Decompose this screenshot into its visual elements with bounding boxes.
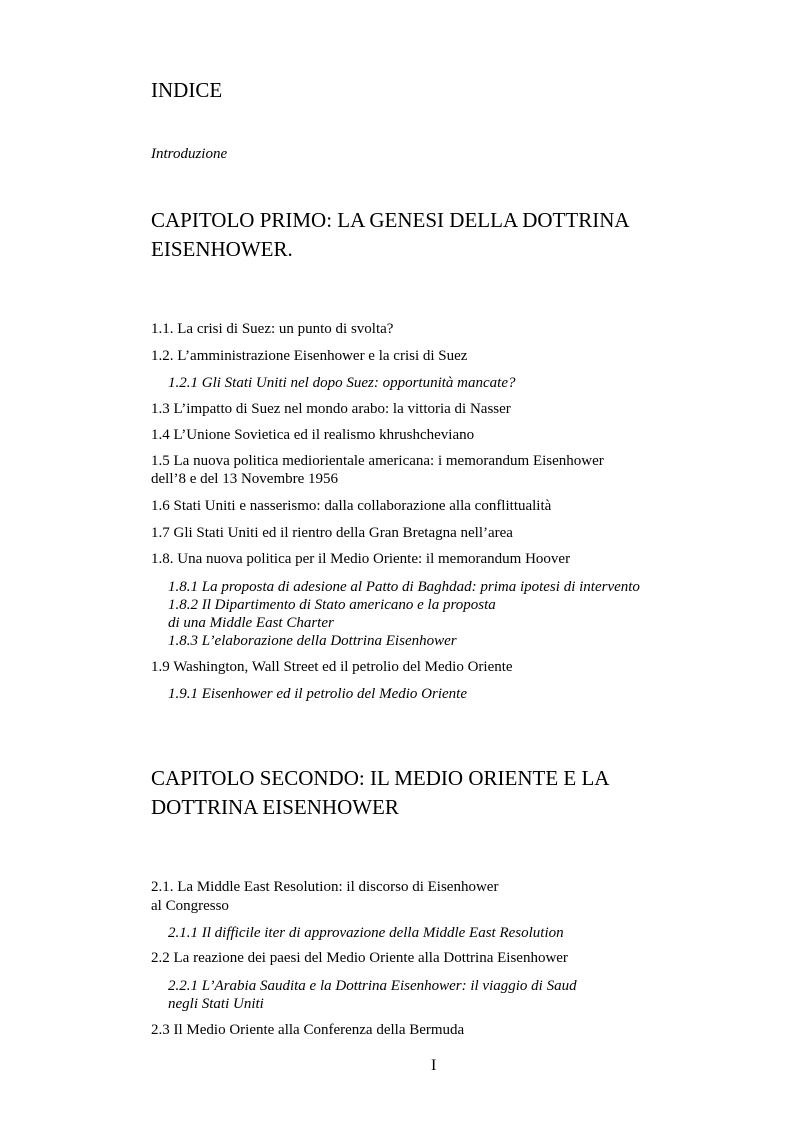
toc-entry-1-7: 1.7 Gli Stati Uniti ed il rientro della Gran Bretagna nell’area [151,525,513,541]
toc-entry-1-8-3: 1.8.3 L’elaborazione della Dottrina Eisenhower [168,633,457,649]
toc-entry-2-1-cont: al Congresso [151,898,229,914]
chapter2-title-line2: DOTTRINA EISENHOWER [151,795,399,819]
toc-entry-1-8-2: 1.8.2 Il Dipartimento di Stato americano e la proposta [168,597,496,613]
toc-entry-1-5-cont: dell’8 e del 13 Novembre 1956 [151,471,339,487]
page-number: I [431,1057,437,1074]
toc-entry-1-8-1: 1.8.1 La proposta di adesione al Patto di Baghdad: prima ipotesi di intervento [168,579,640,595]
toc-entry-1-5: 1.5 La nuova politica mediorientale americana: i memorandum Eisenhower [151,453,604,469]
toc-entry-1-6: 1.6 Stati Uniti e nasserismo: dalla collaborazione alla conflittualità [151,498,552,514]
toc-entry-1-8: 1.8. Una nuova politica per il Medio Oriente: il memorandum Hoover [151,551,571,567]
index-title: INDICE [151,78,223,102]
toc-entry-1-2: 1.2. L’amministrazione Eisenhower e la crisi di Suez [151,348,468,364]
toc-entry-1-2-1: 1.2.1 Gli Stati Uniti nel dopo Suez: opportunità mancate? [168,375,516,391]
toc-entry-2-1: 2.1. La Middle East Resolution: il discorso di Eisenhower [151,879,499,895]
chapter2-title-line1: CAPITOLO SECONDO: IL MEDIO ORIENTE E LA [151,766,610,790]
introduction-entry: Introduzione [151,146,228,162]
toc-entry-1-1: 1.1. La crisi di Suez: un punto di svolta? [151,321,394,337]
toc-entry-1-3: 1.3 L’impatto di Suez nel mondo arabo: la vittoria di Nasser [151,401,511,417]
toc-entry-2-1-1: 2.1.1 Il difficile iter di approvazione della Middle East Resolution [168,925,564,941]
toc-entry-1-9: 1.9 Washington, Wall Street ed il petrolio del Medio Oriente [151,659,513,675]
chapter1-title-line2: EISENHOWER. [151,237,293,261]
toc-entry-2-2-1-cont: negli Stati Uniti [168,996,264,1012]
toc-entry-1-9-1: 1.9.1 Eisenhower ed il petrolio del Medio Oriente [168,686,467,702]
chapter1-title-line1: CAPITOLO PRIMO: LA GENESI DELLA DOTTRINA [151,208,630,232]
toc-entry-2-2-1: 2.2.1 L’Arabia Saudita e la Dottrina Eisenhower: il viaggio di Saud [168,978,577,994]
toc-entry-2-3: 2.3 Il Medio Oriente alla Conferenza della Bermuda [151,1022,465,1038]
toc-entry-2-2: 2.2 La reazione dei paesi del Medio Oriente alla Dottrina Eisenhower [151,950,568,966]
toc-entry-1-4: 1.4 L’Unione Sovietica ed il realismo khrushcheviano [151,427,475,443]
toc-entry-1-8-2-cont: di una Middle East Charter [168,615,334,631]
